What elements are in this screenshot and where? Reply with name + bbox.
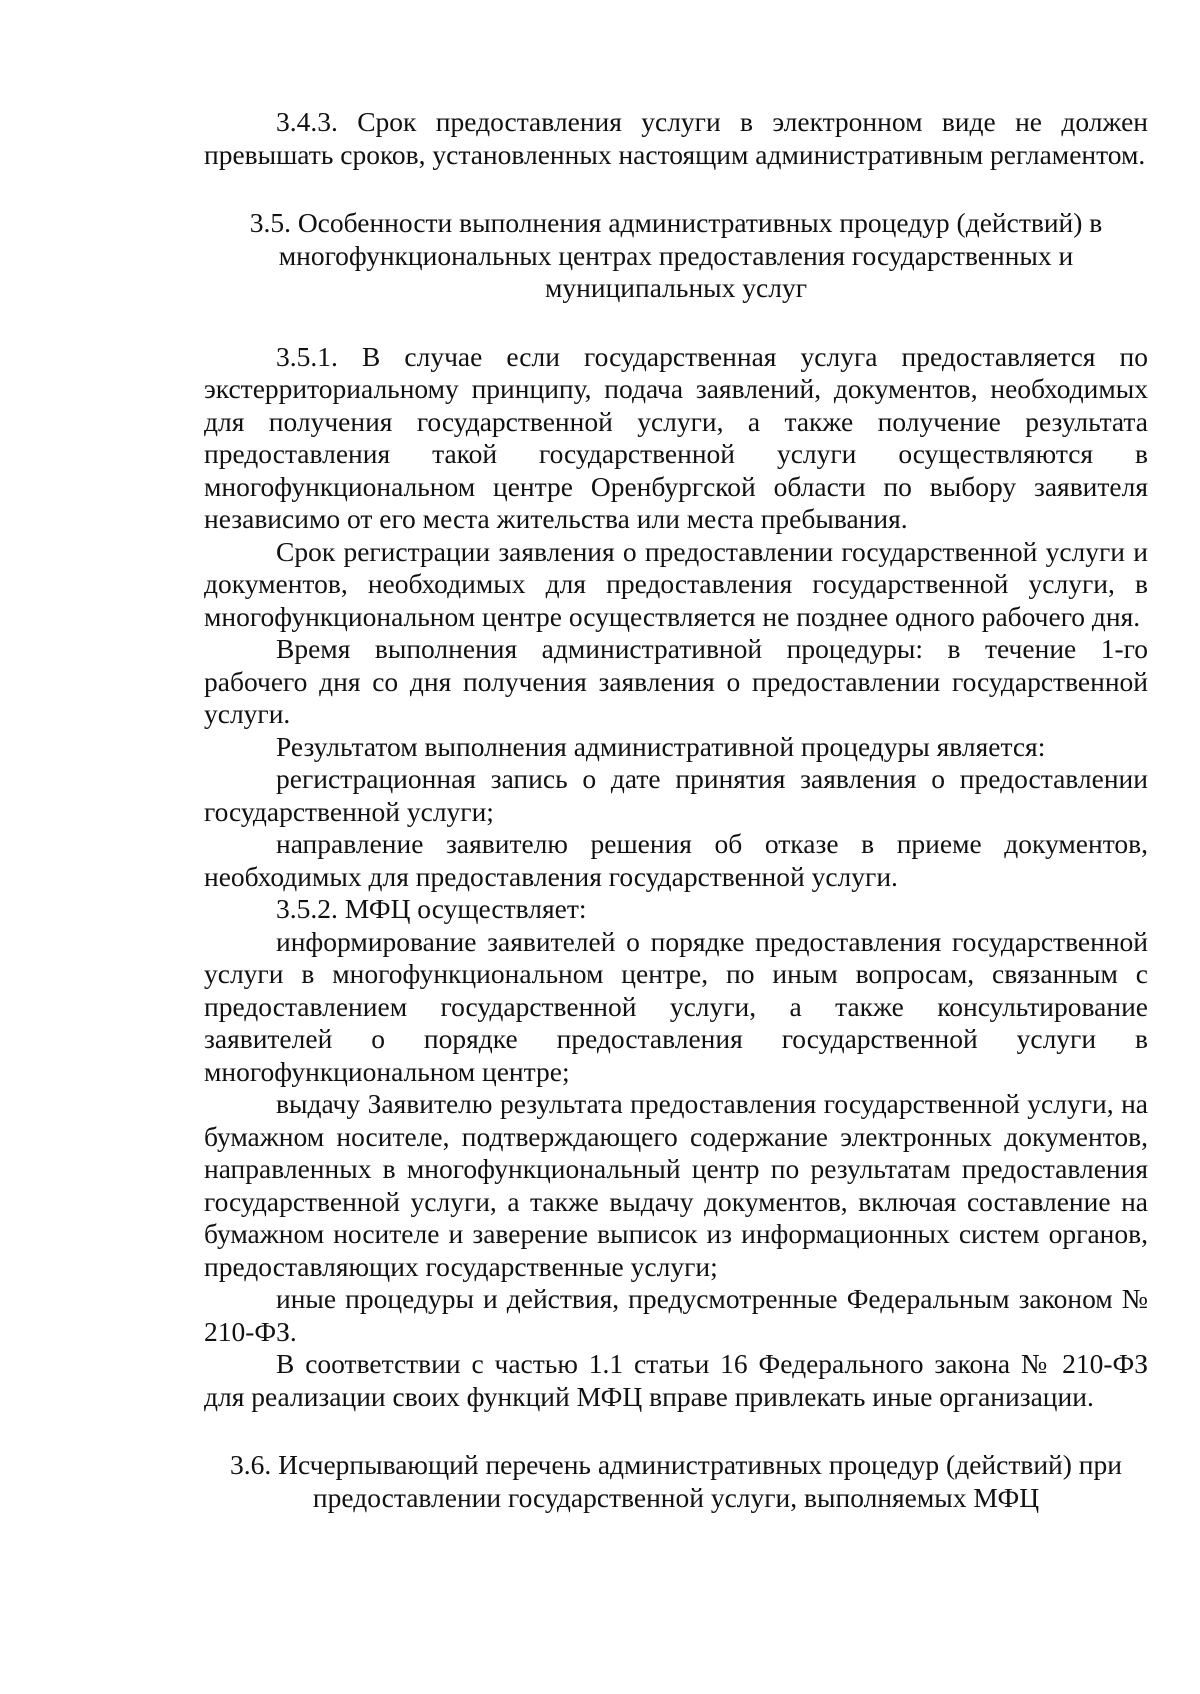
paragraph-3-4-3: 3.4.3. Срок предоставления услуги в электронном виде не должен превышать сроков, установленных настоящим административным регламентом.: [204, 106, 1148, 170]
paragraph-mfc-item-1: информирование заявителей о порядке предоставления государственной услуги в многофункциональном центре, по иным вопросам, связанным с предоставлением государственной услуги, а также консультирование заявителей о порядке предоставления государственной услуги в многофункциональном центре;: [204, 925, 1148, 1087]
paragraph-registration-term: Срок регистрации заявления о предоставлении государственной услуги и документов, необходимых для предоставления государственной услуги, в многофункциональном центре осуществляется не позднее одного рабочего дня.: [204, 535, 1148, 632]
section-heading-3-5: 3.5. Особенности выполнения административных процедур (действий) в многофункциональных центрах предоставления государственных и муниципальных услуг: [249, 207, 1103, 303]
paragraph-procedure-time: Время выполнения административной процедуры: в течение 1-го рабочего дня со дня получения заявления о предоставлении государственной услуги.: [204, 633, 1148, 729]
document-page: [204, 106, 1148, 1514]
paragraph-3-5-1: 3.5.1. В случае если государственная услуга предоставляется по экстерриториальному принципу, подача заявлений, документов, необходимых для получения государственной услуги, а также получение результата предоставления такой государственной услуги осуществляются в многофункциональном центре Оренбургской области по выбору заявителя независимо от его места жительства или места пребывания.: [204, 340, 1148, 534]
spacer: [204, 1413, 1148, 1449]
spacer: [204, 171, 1148, 207]
paragraph-mfc-item-2: выдачу Заявителю результата предоставления государственной услуги, на бумажном носителе, подтверждающего содержание электронных документов, направленных в многофункциональный центр по результатам предоставления государственной услуги, а также выдачу документов, включая составление на бумажном носителе и заверение выписок из информационных систем органов, предоставляющих государственные услуги;: [204, 1088, 1148, 1282]
paragraph-result-intro: Результатом выполнения административной процедуры является:: [276, 730, 1046, 762]
paragraph-mfc-item-3: иные процедуры и действия, предусмотренные Федеральным законом № 210-ФЗ.: [204, 1283, 1148, 1347]
paragraph-law-reference: В соответствии с частью 1.1 статьи 16 Федерального закона № 210-ФЗ для реализации своих функций МФЦ вправе привлекать иные организации.: [204, 1348, 1148, 1412]
paragraph-result-item-2: направление заявителю решения об отказе в приеме документов, необходимых для предоставления государственной услуги.: [204, 828, 1148, 892]
section-heading-3-6: 3.6. Исчерпывающий перечень административных процедур (действий) при предоставлении государственной услуги, выполняемых МФЦ: [229, 1449, 1122, 1513]
paragraph-result-item-1: регистрационная запись о дате принятия заявления о предоставлении государственной услуги;: [204, 763, 1148, 827]
spacer: [204, 305, 1148, 341]
paragraph-3-5-2: 3.5.2. МФЦ осуществляет:: [276, 893, 587, 924]
